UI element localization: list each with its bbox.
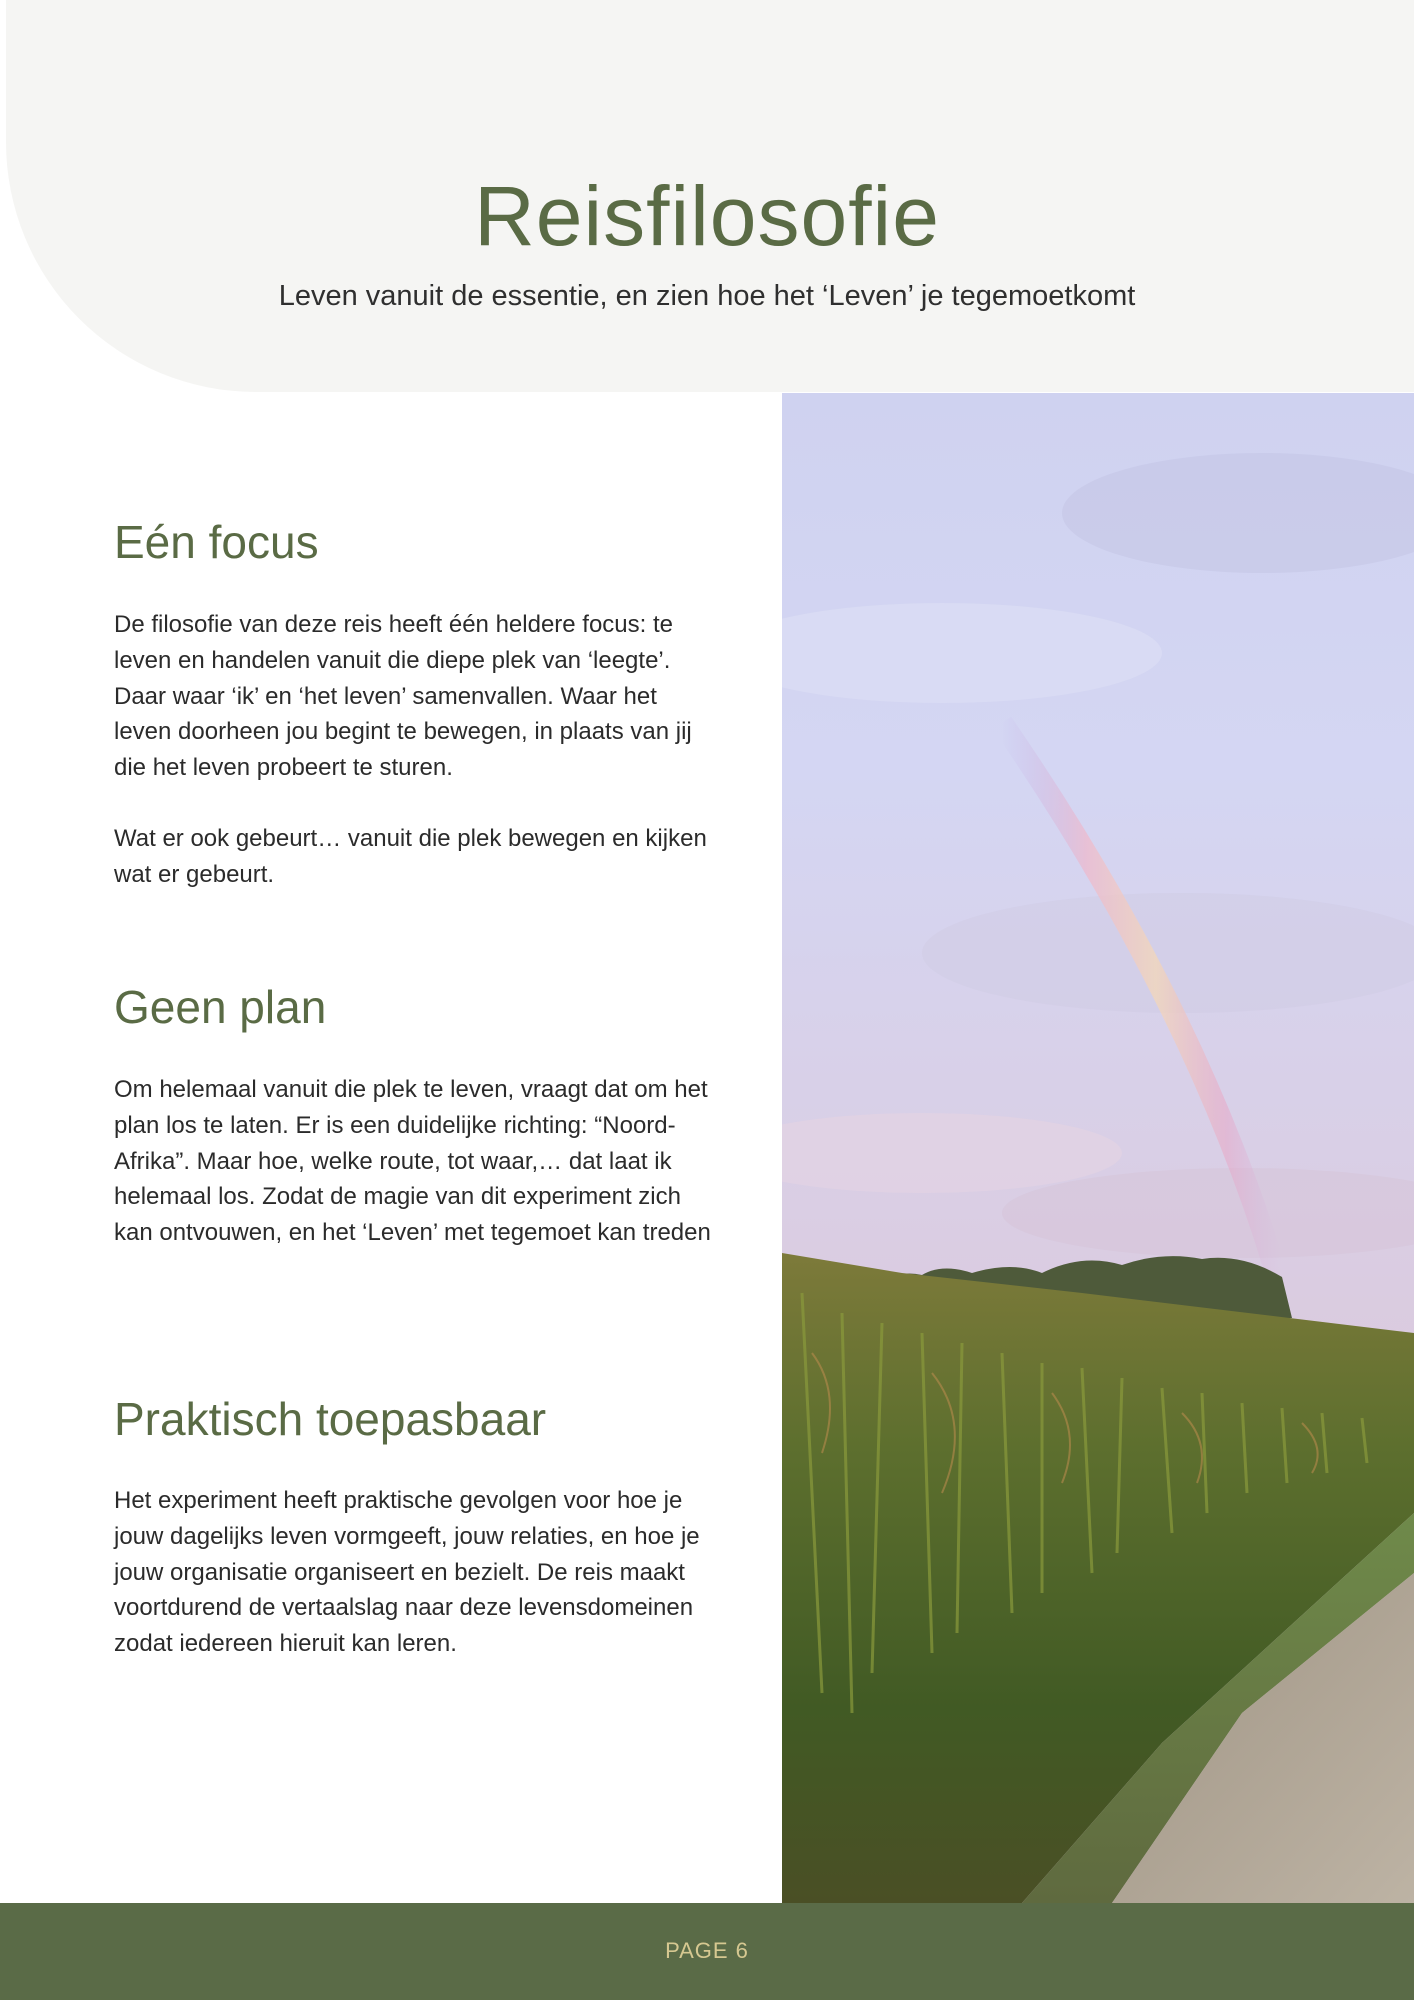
- cornfield-rainbow-photo: [782, 393, 1414, 1903]
- section-paragraph: De filosofie van deze reis heeft één heldere focus: te leven en handelen vanuit die diepe plek van ‘leegte’. Daar waar ‘ik’ en ‘het leven’ samenvallen. Waar het leven doorheen jou begint te bewegen, in plaats van jij die het leven probeert te sturen.: [114, 611, 692, 782]
- section-paragraph: Wat er ook gebeurt… vanuit die plek bewegen en kijken wat er gebeurt.: [114, 825, 707, 888]
- section-paragraph: Het experiment heeft praktische gevolgen voor hoe je jouw dagelijks leven vormgeeft, jouw relaties, en hoe je jouw organisatie organiseert en bezielt. De reis maakt voortdurend de vertaalslag naar deze levensdomeinen zodat iedereen hieruit kan leren.: [114, 1487, 700, 1658]
- page-footer: [0, 1903, 1414, 2000]
- section-heading-plan: Geen plan: [114, 981, 327, 1033]
- section-heading-practical: Praktisch toepasbaar: [114, 1393, 547, 1445]
- section-paragraph: Om helemaal vanuit die plek te leven, vraagt dat om het plan los te laten. Er is een duidelijke richting: “Noord-Afrika”. Maar hoe, welke route, tot waar,… dat laat ik helemaal los. Zodat de magie van dit experiment zich kan ontvouwen, en het ‘Leven’ met tegemoet kan treden: [114, 1076, 711, 1247]
- page-subtitle: Leven vanuit de essentie, en zien hoe het ‘Leven’ je tegemoetkomt: [278, 280, 1136, 312]
- page-title: Reisfilosofie: [474, 169, 940, 263]
- section-heading-focus: Eén focus: [114, 516, 319, 568]
- page-number: PAGE 6: [665, 1938, 749, 1963]
